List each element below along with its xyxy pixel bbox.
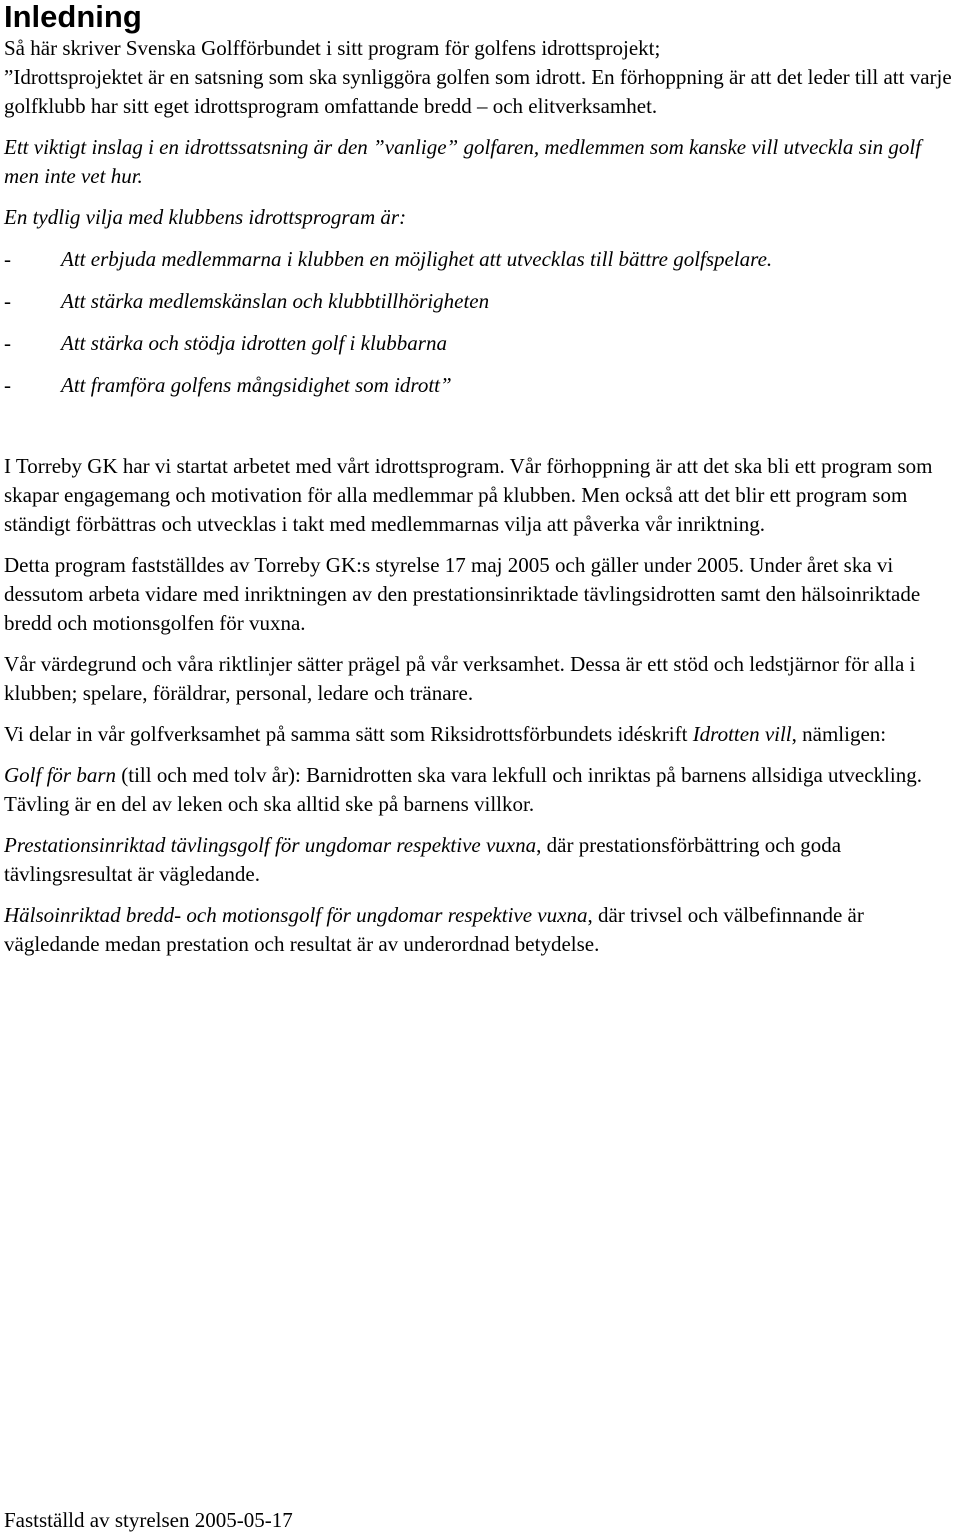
list-item (4, 287, 956, 316)
will-intro: En tydlig vilja med klubbens idrottsprogram är: (4, 205, 407, 229)
bullet-text: Att stärka och stödja idrotten golf i klubbarna (61, 331, 447, 355)
intro-lead: Så här skriver Svenska Golfförbundet i sitt program för golfens idrottsprojekt; (4, 36, 661, 60)
bullet-text: Att framföra golfens mångsidighet som idrott” (61, 373, 452, 397)
list-item (4, 329, 956, 358)
paragraph-värdegrund: Vår värdegrund och våra riktlinjer sätter prägel på vår verksamhet. Dessa är ett stöd och ledstjärnor för alla i klubben; spelare, föräldrar, personal, ledare och tränare. (4, 652, 916, 705)
paragraph-halsa (4, 901, 956, 959)
halsa-text: , där trivsel och välbefinnande är vägledande medan prestation och resultat är av underordnad betydelse. (4, 903, 864, 956)
prestation-text: , där prestationsförbättring och goda tävlingsresultat är vägledande. (4, 833, 842, 886)
paragraph-delar (4, 720, 956, 749)
prestation-title: Prestationsinriktad tävlingsgolf för ungdomar respektive vuxna (4, 833, 537, 857)
delar-title: Idrotten vill (692, 722, 792, 746)
delar-post: , nämligen: (791, 722, 887, 746)
paragraph-prestation (4, 831, 956, 889)
bullet-text: Att stärka medlemskänslan och klubbtillhörigheten (61, 289, 490, 313)
bullet-dash: - (4, 331, 11, 355)
paragraph-barn (4, 761, 956, 819)
document-page (4, 0, 956, 959)
list-item (4, 371, 956, 400)
barn-title: Golf för barn (4, 763, 117, 787)
halsa-title: Hälsoinriktad bredd- och motionsgolf för ungdomar respektive vuxna (4, 903, 588, 927)
list-item (4, 245, 956, 274)
paragraph-fastställdes: Detta program fastställdes av Torreby GK:s styrelse 17 maj 2005 och gäller under 2005. Under året ska vi dessutom arbeta vidare med inriktningen av den prestationsinriktade tävlingsidrotten samt den hälsoinriktade bredd och motionsgolfen för vuxna. (4, 553, 921, 635)
bullet-dash: - (4, 247, 11, 271)
footer-note: Fastställd av styrelsen 2005-05-17 (4, 1508, 293, 1532)
intro-quote: ”Idrottsprojektet är en satsning som ska synliggöra golfen som idrott. En förhoppning är att det leder till att varje golfklubb har sitt eget idrottsprogram omfattande bredd – och elitverksamhet. (4, 65, 952, 118)
paragraph-torreby: I Torreby GK har vi startat arbetet med vårt idrottsprogram. Vår förhoppning är att det ska bli ett program som skapar engagemang och motivation för alla medlemmar på klubben. Men också att det blir ett program som ständigt förbättras och utvecklas i takt med medlemmarnas vilja att påverka vår inriktning. (4, 454, 933, 536)
delar-pre: Vi delar in vår golfverksamhet på samma sätt som Riksidrottsförbundets idéskrift (4, 722, 693, 746)
goals-list (4, 245, 956, 400)
barn-text: (till och med tolv år): Barnidrotten ska vara lekfull och inriktas på barnens allsidiga utveckling. Tävling är en del av leken och ska alltid ske på barnens villkor. (4, 763, 922, 816)
paragraph-vanlige: Ett viktigt inslag i en idrottssatsning är den ”vanlige” golfaren, medlemmen som kanske vill utveckla sin golf men inte vet hur. (4, 135, 922, 188)
bullet-dash: - (4, 373, 11, 397)
bullet-dash: - (4, 289, 11, 313)
bullet-text: Att erbjuda medlemmarna i klubben en möjlighet att utvecklas till bättre golfspelare. (61, 247, 773, 271)
page-title: Inledning (4, 0, 142, 34)
